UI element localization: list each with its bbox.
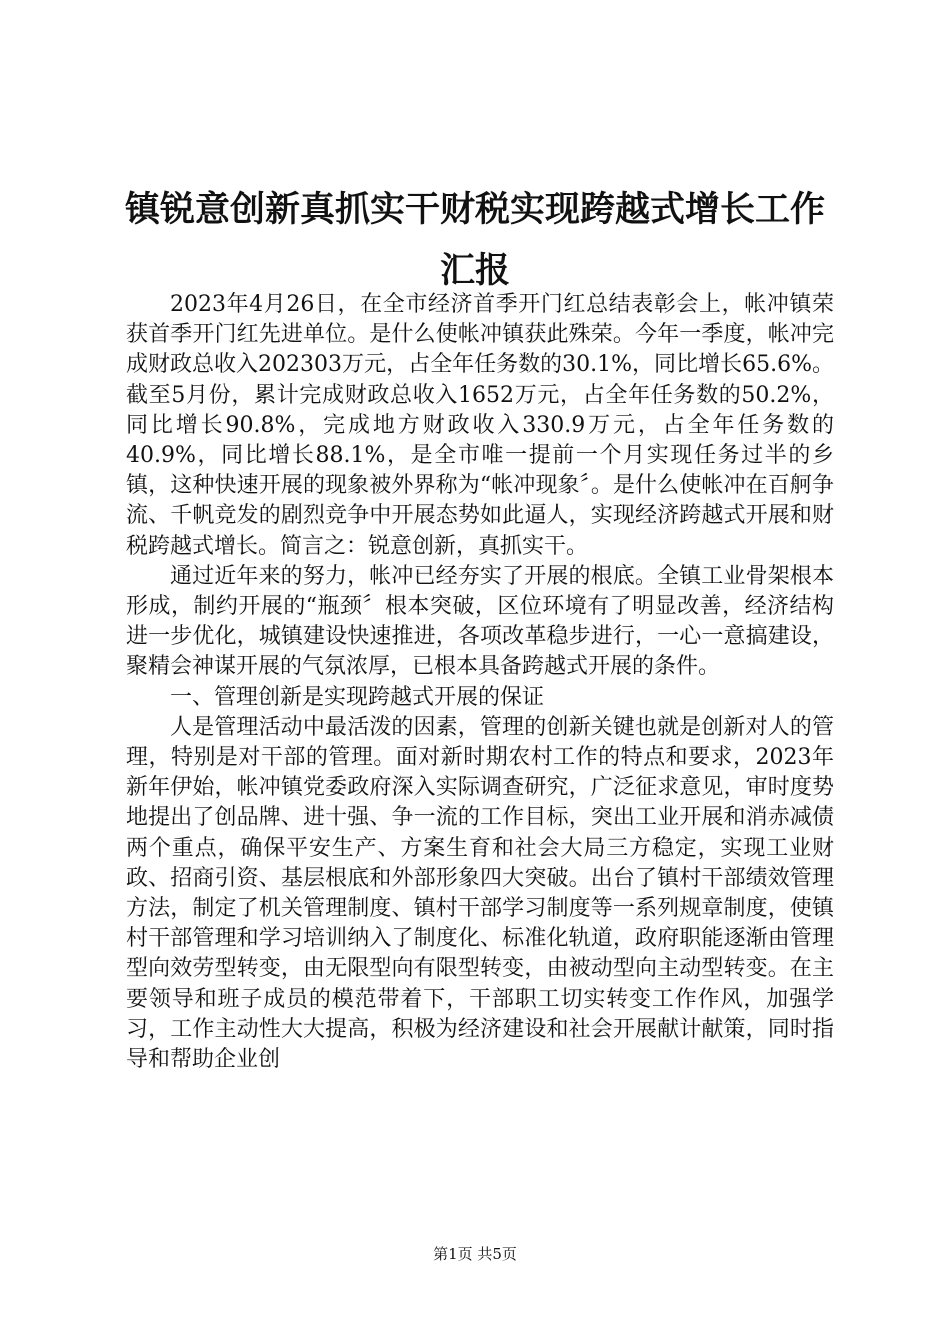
document-title-line-2: 汇报	[439, 251, 510, 291]
section-heading-management-innovation: 一、管理创新是实现跨越式开展的保证	[170, 684, 545, 710]
document-title-line-1: 镇锐意创新真抓实干财税实现跨越式增长工作	[124, 190, 825, 230]
paragraph-management: 人是管理活动中最活泼的因素，管理的创新关键也就是创新对人的管理，特别是对干部的管理。面对新时期农村工作的特点和要求，2023年新年伊始，帐冲镇党委政府深入实际调查研究，广泛征求意见，审时度势地提出了创品牌、进十强、争一流的工作目标，突出工业开展和消赤减债两个重点，确保平安生产、方案生育和社会大局三方稳定，实现工业财政、招商引资、基层根底和外部形象四大突破。出台了镇村干部绩效管理方法，制定了机关管理制度、镇村干部学习制度等一系列规章制度，使镇村干部管理和学习培训纳入了制度化、标准化轨道，政府职能逐渐由管理型向效劳型转变，由无限型向有限型转变，由被动型向主动型转变。在主要领导和班子成员的模范带着下，干部职工切实转变工作作风，加强学习，工作主动性大大提高，积极为经济建设和社会开展献计献策，同时指导和帮助企业创	[126, 714, 834, 1073]
paragraph-foundation: 通过近年来的努力，帐冲已经夯实了开展的根底。全镇工业骨架根本形成，制约开展的“瓶颈〞根本突破，区位环境有了明显改善，经济结构进一步优化，城镇建设快速推进，各项改革稳步进行，一心一意搞建设，聚精会神谋开展的气氛浓厚，已根本具备跨越式开展的条件。	[126, 563, 834, 680]
paragraph-intro: 2023年4月26日，在全市经济首季开门红总结表彰会上，帐冲镇荣获首季开门红先进单位。是什么使帐冲镇获此殊荣。今年一季度，帐冲完成财政总收入202303万元，占全年任务数的30.1%，同比增长65.6%。截至5月份，累计完成财政总收入1652万元，占全年任务数的50.2%，同比增长90.8%，完成地方财政收入330.9万元，占全年任务数的40.9%，同比增长88.1%，是全市唯一提前一个月实现任务过半的乡镇，这种快速开展的现象被外界称为“帐冲现象〞。是什么使帐冲在百舸争流、千帆竞发的剧烈竞争中开展态势如此逼人，实现经济跨越式开展和财税跨越式增长。简言之：锐意创新，真抓实干。	[126, 292, 834, 559]
document-body	[126, 290, 834, 1075]
page-number-footer: 第1页 共5页	[433, 1245, 517, 1263]
